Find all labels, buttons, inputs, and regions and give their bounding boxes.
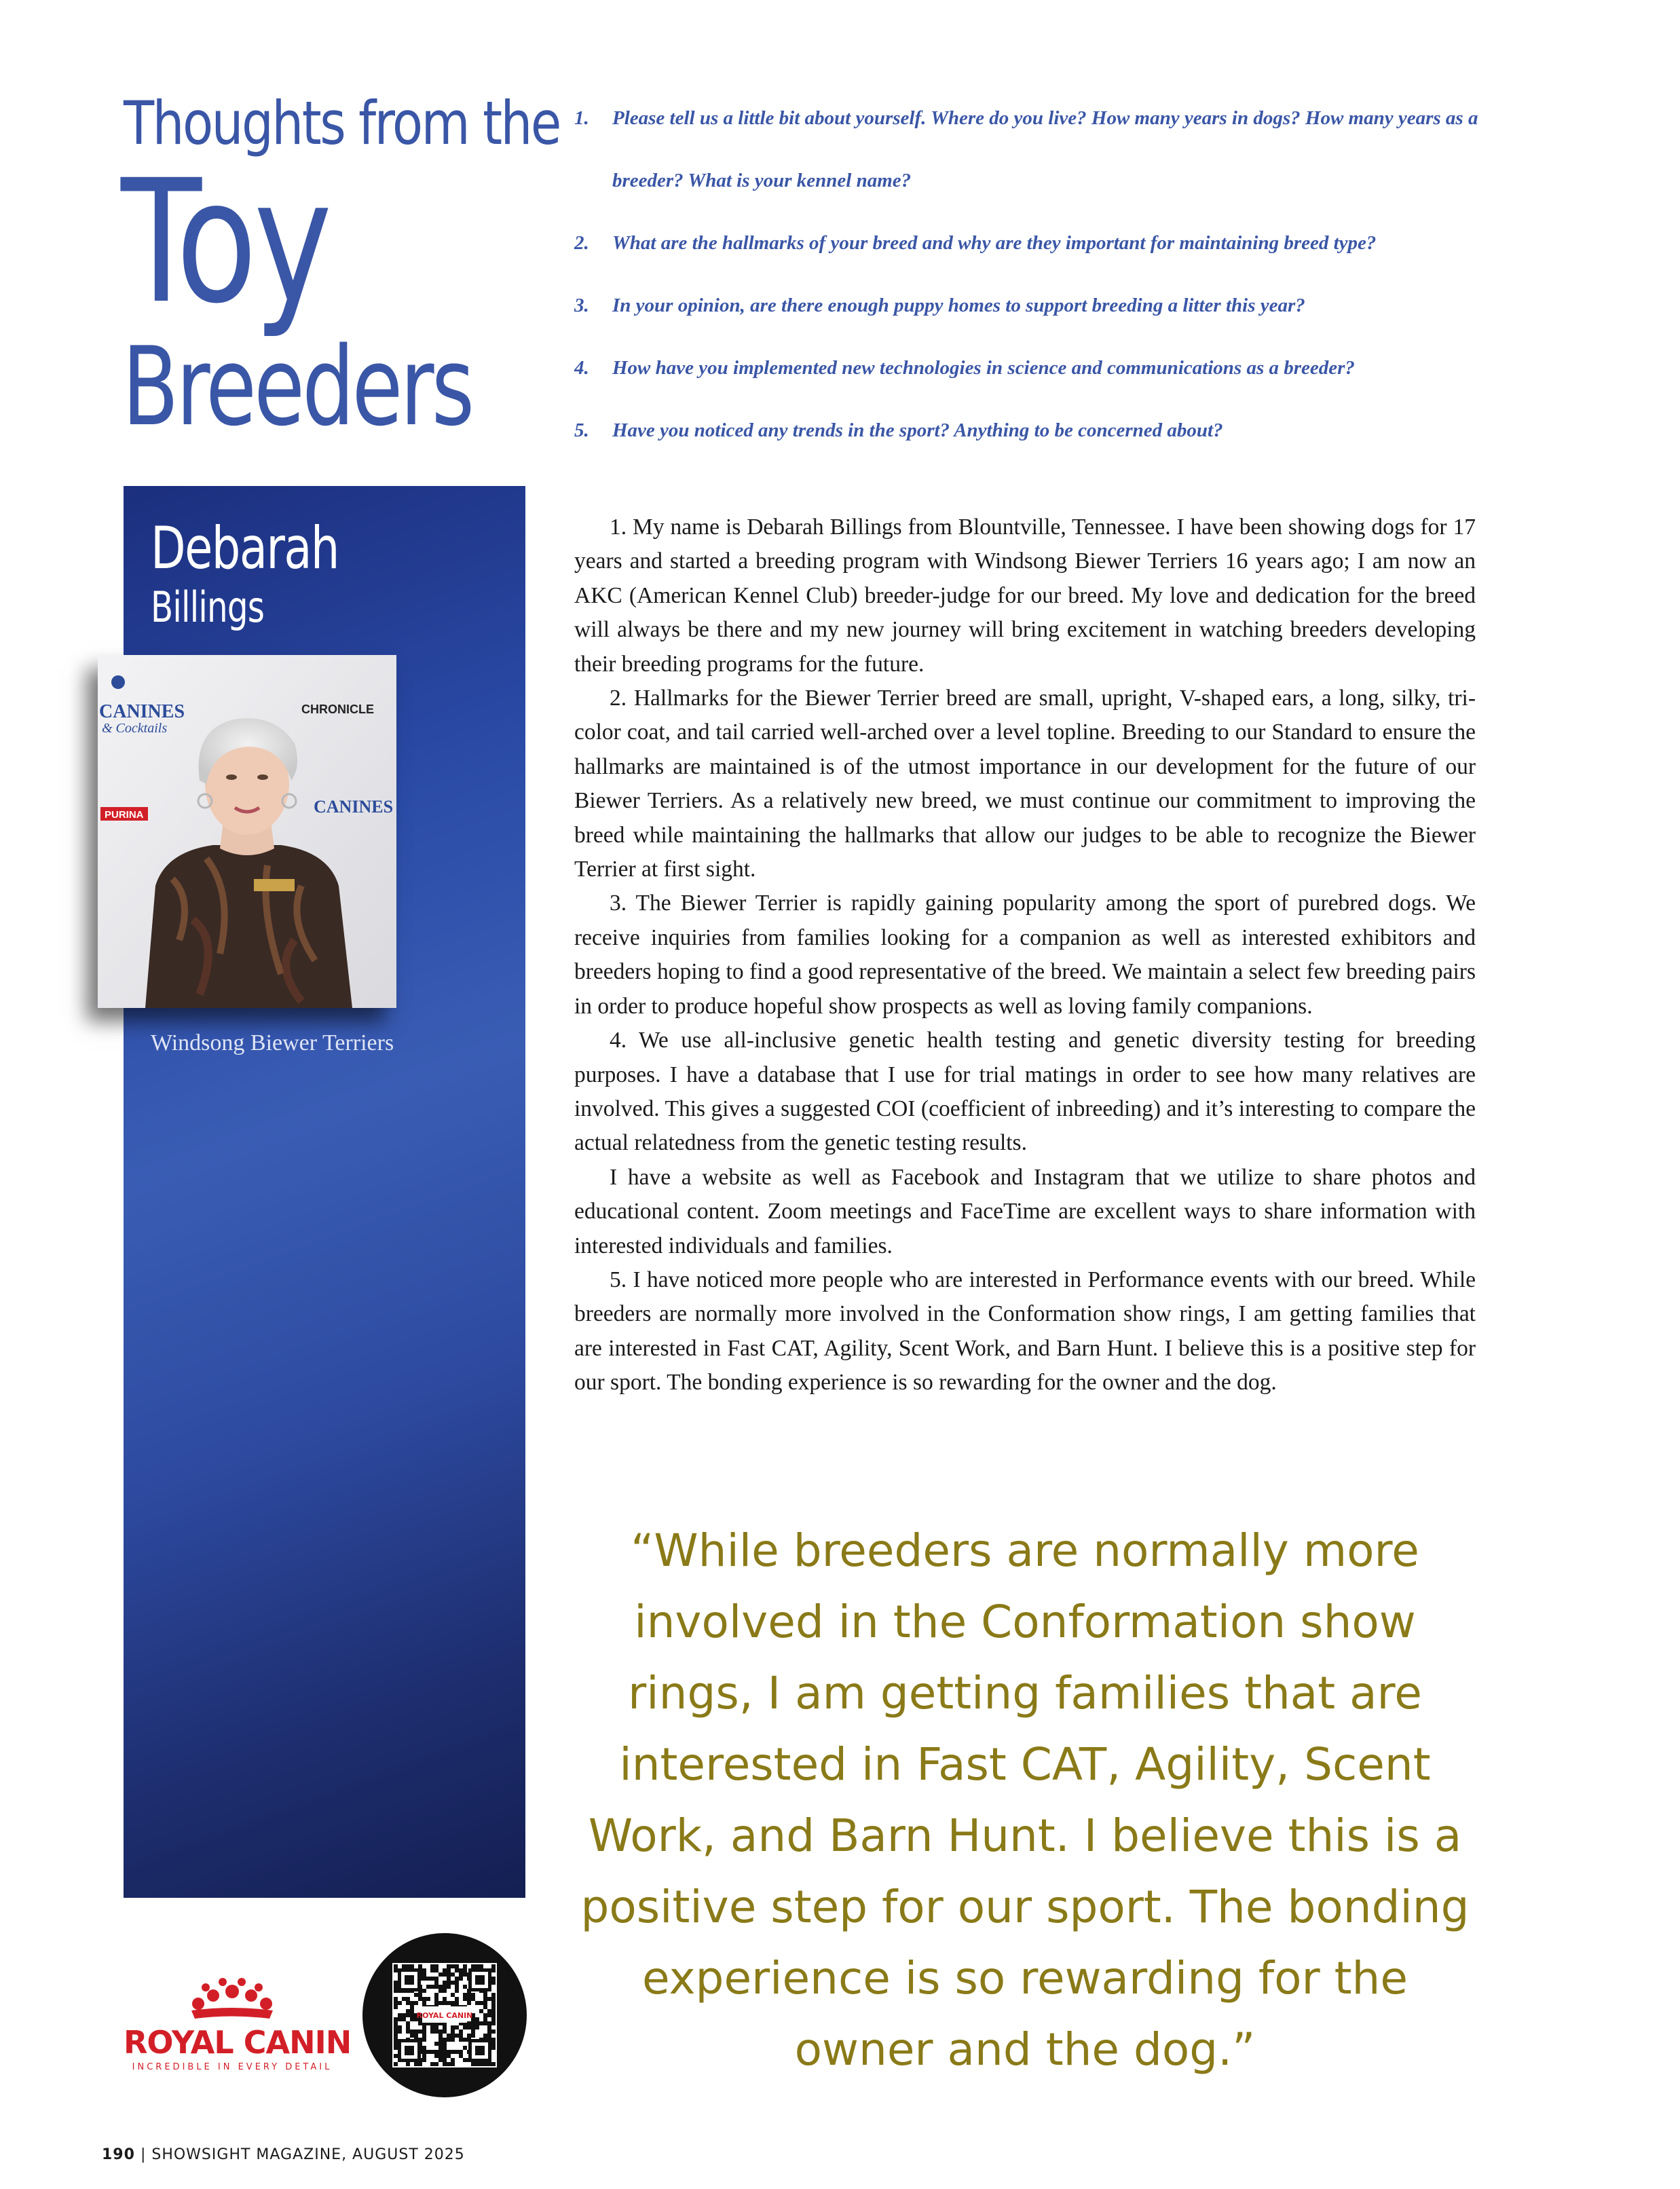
qr-module xyxy=(394,2001,398,2005)
qr-module xyxy=(410,2009,414,2013)
qr-module xyxy=(475,2025,479,2029)
qr-module xyxy=(418,2062,422,2066)
publication-name: SHOWSIGHT MAGAZINE, AUGUST 2025 xyxy=(151,2146,465,2163)
qr-module xyxy=(406,2062,410,2066)
qr-module xyxy=(434,2042,438,2046)
qr-module xyxy=(447,2050,451,2054)
qr-module xyxy=(491,2001,496,2005)
qr-module xyxy=(438,2046,443,2050)
qr-module xyxy=(426,1997,430,2001)
qr-module xyxy=(479,1964,483,1968)
answers-body xyxy=(574,510,1476,1400)
qr-module xyxy=(467,2034,471,2038)
qr-module xyxy=(398,2025,402,2029)
qr-module xyxy=(394,1981,398,1985)
answer-paragraph: 3. The Biewer Terrier is rapidly gaining popularity among the sport of purebred dogs. We receive inquiries from families looking for a companion as well as interested exhibitors and breeders hoping to find a good representative of the breed. We maintain a select few breeding pairs in order to produce hopeful show prospects as well as loving family companions. xyxy=(574,891,1476,1019)
qr-module xyxy=(455,1985,459,1989)
qr-module xyxy=(438,2034,443,2038)
qr-module xyxy=(430,2050,434,2054)
qr-module xyxy=(422,2029,426,2034)
qr-module xyxy=(398,2029,402,2034)
answer-paragraph: 4. We use all-inclusive genetic health testing and genetic diversity testing for breeding purposes. I have a database that I use for trial matings in order to see how many relatives are involved. This gives a suggested COI (coefficient of inbreeding) and it’s interesting to compare the actual relatedness from the genetic testing results. xyxy=(574,1028,1476,1156)
qr-module xyxy=(459,2038,463,2042)
qr-module xyxy=(434,2001,438,2005)
qr-module xyxy=(471,2029,475,2034)
qr-module xyxy=(394,2062,398,2066)
qr-module xyxy=(434,2029,438,2034)
pull-quote: “While breeders are normally more involved in the Conformation show rings, I am getting families that are interested in Fast CAT, Agility, Scent Work, and Barn Hunt. I believe this is a positive step for our sport. The bonding experience is so rewarding for the owner and the dog.” xyxy=(580,1524,1470,2076)
qr-module xyxy=(430,1968,434,1972)
brand-name: ROYAL CANIN xyxy=(124,2024,352,2061)
qr-module xyxy=(402,1964,406,1968)
qr-module xyxy=(447,2062,451,2066)
title-line-3: Breeders xyxy=(122,323,472,450)
qr-module xyxy=(463,1985,467,1989)
question-item xyxy=(574,337,1484,399)
qr-module xyxy=(422,1972,426,1977)
qr-module xyxy=(414,1993,418,1997)
qr-module xyxy=(451,2034,455,2038)
qr-module xyxy=(491,2038,496,2042)
qr-module xyxy=(483,2013,487,2017)
qr-module xyxy=(447,1981,451,1985)
qr-module xyxy=(447,1977,451,1981)
qr-module xyxy=(422,2058,426,2062)
qr-module xyxy=(451,2029,455,2034)
qr-module xyxy=(394,2005,398,2009)
qr-module xyxy=(438,2001,443,2005)
qr-module xyxy=(463,1972,467,1977)
qr-module xyxy=(455,1989,459,1993)
qr-module xyxy=(422,1989,426,1993)
qr-module xyxy=(422,2050,426,2054)
qr-module xyxy=(422,1968,426,1972)
qr-module xyxy=(410,2017,414,2021)
qr-module xyxy=(414,2034,418,2038)
page-number: 190 xyxy=(102,2146,135,2163)
qr-module xyxy=(422,1977,426,1981)
qr-module xyxy=(430,1985,434,1989)
qr-module xyxy=(491,2013,496,2017)
qr-module xyxy=(443,2058,447,2062)
qr-module xyxy=(406,2013,410,2017)
qr-module xyxy=(418,1964,422,1968)
qr-module xyxy=(491,2046,496,2050)
qr-module xyxy=(394,2017,398,2021)
qr-module xyxy=(467,2025,471,2029)
kennel-caption: Windsong Biewer Terriers xyxy=(151,1030,394,1055)
qr-module xyxy=(487,2029,491,2034)
qr-module xyxy=(447,2034,451,2038)
qr-module xyxy=(394,2029,398,2034)
qr-module xyxy=(443,2001,447,2005)
qr-module xyxy=(487,2013,491,2017)
qr-module xyxy=(443,2025,447,2029)
qr-module xyxy=(430,1964,434,1968)
qr-module xyxy=(463,2038,467,2042)
qr-module xyxy=(418,1997,422,2001)
qr-module xyxy=(406,1997,410,2001)
qr-module xyxy=(479,2009,483,2013)
qr-module xyxy=(455,1968,459,1972)
qr-module xyxy=(491,1993,496,1997)
qr-module xyxy=(434,2050,438,2054)
qr-module xyxy=(447,1968,451,1972)
qr-module xyxy=(455,2050,459,2054)
question-text: What are the hallmarks of your breed and why are they important for maintaining breed type? xyxy=(612,232,1377,254)
qr-module xyxy=(475,2021,479,2025)
qr-module xyxy=(430,2025,434,2029)
qr-module xyxy=(398,2013,402,2017)
qr-module xyxy=(438,2029,443,2034)
qr-module xyxy=(406,2009,410,2013)
qr-module xyxy=(487,1997,491,2001)
qr-module xyxy=(459,1972,463,1977)
qr-module xyxy=(491,2029,496,2034)
qr-module xyxy=(491,1977,496,1981)
qr-module xyxy=(483,2005,487,2009)
qr-module xyxy=(491,2021,496,2025)
qr-module xyxy=(426,2050,430,2054)
qr-module xyxy=(467,1997,471,2001)
qr-module xyxy=(451,1981,455,1985)
qr-module xyxy=(471,1993,475,1997)
breeder-portrait-image xyxy=(98,655,396,1008)
qr-module xyxy=(471,2025,475,2029)
qr-module xyxy=(398,2001,402,2005)
qr-module xyxy=(414,2029,418,2034)
qr-module xyxy=(422,2025,426,2029)
qr-module xyxy=(487,2009,491,2013)
question-item xyxy=(574,274,1484,337)
qr-module xyxy=(394,1985,398,1989)
brand-tagline: INCREDIBLE IN EVERY DETAIL xyxy=(132,2062,333,2072)
question-number: 3. xyxy=(574,295,589,316)
qr-module xyxy=(410,1964,414,1968)
qr-module xyxy=(455,1964,459,1968)
question-text: Have you noticed any trends in the sport? Anything to be concerned about? xyxy=(612,419,1223,441)
qr-module xyxy=(459,2034,463,2038)
qr-module xyxy=(459,1968,463,1972)
qr-module xyxy=(451,1964,455,1968)
qr-module xyxy=(443,1968,447,1972)
qr-module xyxy=(418,2029,422,2034)
question-number: 4. xyxy=(574,357,589,379)
qr-module xyxy=(430,1977,434,1981)
qr-module xyxy=(394,2054,398,2058)
qr-module xyxy=(479,2021,483,2025)
qr-module xyxy=(451,1993,455,1997)
qr-module xyxy=(491,2042,496,2046)
backdrop-logo-text: CHRONICLE xyxy=(301,703,374,716)
qr-module xyxy=(434,1993,438,1997)
qr-module xyxy=(459,2050,463,2054)
qr-label: ROYAL CANIN xyxy=(416,2011,473,2020)
answer-paragraph: 5. I have noticed more people who are interested in Performance events with our breed. While breeders are normally more involved in the Conformation show rings, I am getting families that are interested in Fast CAT, Agility, Scent Work, and Barn Hunt. I believe this is a positive step for our sport. The bonding experience is so rewarding for the owner and the dog. xyxy=(574,1267,1476,1396)
qr-module xyxy=(426,1985,430,1989)
qr-module xyxy=(434,2054,438,2058)
qr-module xyxy=(410,2034,414,2038)
qr-module xyxy=(475,2062,479,2066)
qr-module xyxy=(443,2050,447,2054)
title-line-2: Toy xyxy=(121,143,329,341)
qr-module xyxy=(434,1977,438,1981)
qr-module xyxy=(483,1993,487,1997)
qr-module xyxy=(394,1997,398,2001)
qr-module xyxy=(438,2042,443,2046)
page-footer xyxy=(102,2146,465,2163)
qr-module xyxy=(443,2062,447,2066)
qr-module xyxy=(479,2062,483,2066)
qr-module xyxy=(438,1985,443,1989)
qr-module xyxy=(451,1972,455,1977)
qr-module xyxy=(418,1993,422,1997)
qr-module xyxy=(491,1968,496,1972)
qr-module xyxy=(438,1989,443,1993)
qr-module xyxy=(487,2062,491,2066)
qr-module xyxy=(406,2021,410,2025)
qr-module xyxy=(443,2054,447,2058)
qr-module xyxy=(455,2025,459,2029)
qr-module xyxy=(487,2025,491,2029)
qr-module xyxy=(467,2001,471,2005)
qr-module xyxy=(451,2062,455,2066)
qr-module xyxy=(451,2038,455,2042)
qr-module xyxy=(463,2046,467,2050)
qr-module xyxy=(422,2034,426,2038)
breeder-last-name: Billings xyxy=(151,582,265,632)
qr-module xyxy=(491,2009,496,2013)
backdrop-logo-text: CANINES xyxy=(99,701,185,722)
qr-module xyxy=(447,1964,451,1968)
qr-module xyxy=(479,2001,483,2005)
qr-module xyxy=(438,1972,443,1977)
qr-module xyxy=(491,1997,496,2001)
answer-paragraph: 1. My name is Debarah Billings from Blountville, Tennessee. I have been showing dogs for 17 years and started a breeding program with Windsong Biewer Terriers 16 years ago; I am now an AKC (American Kennel Club) breeder-judge for our breed. My love and dedication for the breed will always be there and my new journey will bring excitement in watching breeders developing their breeding programs for the future. xyxy=(574,514,1476,677)
qr-module xyxy=(394,1989,398,1993)
qr-module xyxy=(434,1985,438,1989)
qr-module xyxy=(491,2062,496,2066)
qr-module xyxy=(459,2029,463,2034)
qr-module xyxy=(459,1977,463,1981)
question-item xyxy=(574,399,1484,462)
qr-module xyxy=(394,2034,398,2038)
qr-module xyxy=(483,1997,487,2001)
qr-module xyxy=(463,1968,467,1972)
qr-module xyxy=(471,1997,475,2001)
qr-module xyxy=(410,2001,414,2005)
qr-module xyxy=(422,1997,426,2001)
question-text: Please tell us a little bit about yourself. Where do you live? How many years in dogs? How many years as a breeder? What is your kennel name? xyxy=(612,107,1478,191)
qr-module xyxy=(459,2054,463,2058)
qr-module xyxy=(422,2046,426,2050)
qr-module xyxy=(455,1981,459,1985)
qr-module xyxy=(410,2013,414,2017)
qr-module xyxy=(406,2001,410,2005)
question-number: 5. xyxy=(574,419,589,441)
qr-module xyxy=(447,1972,451,1977)
answer-paragraph: I have a website as well as Facebook and Instagram that we utilize to share photos and educational content. Zoom meetings and FaceTime are excellent ways to share information with interested individuals and families. xyxy=(574,1164,1476,1258)
qr-module xyxy=(467,1993,471,1997)
qr-module xyxy=(434,1968,438,1972)
answer-paragraph: 2. Hallmarks for the Biewer Terrier breed are small, upright, V-shaped ears, a long, silky, tri-color coat, and tail carried well-arched over a level topline. Breeding to our Standard to ensure the hallmarks are maintained is of the utmost importance in our development for the future of our Biewer Terriers. As a relatively new breed, we must continue our commitment to improving the breed while maintaining the hallmarks that allow our judges to be able to recognize the Biewer Terrier at first sight. xyxy=(574,686,1476,882)
royal-canin-logo xyxy=(124,1968,352,2072)
qr-module xyxy=(455,2034,459,2038)
breeder-photo xyxy=(98,655,396,1008)
qr-module xyxy=(394,2025,398,2029)
qr-module xyxy=(443,1997,447,2001)
qr-module xyxy=(487,2021,491,2025)
qr-module xyxy=(398,2017,402,2021)
question-number: 2. xyxy=(574,232,589,254)
qr-module xyxy=(422,2001,426,2005)
qr-module xyxy=(430,2062,434,2066)
qr-module xyxy=(422,2038,426,2042)
qr-module xyxy=(483,2021,487,2025)
qr-module xyxy=(394,2038,398,2042)
qr-module xyxy=(443,1985,447,1989)
qr-module xyxy=(406,1964,410,1968)
qr-module xyxy=(447,1985,451,1989)
qr-module xyxy=(475,2017,479,2021)
qr-module xyxy=(443,2042,447,2046)
qr-module xyxy=(402,2013,406,2017)
qr-module xyxy=(463,1997,467,2001)
question-item xyxy=(574,87,1484,212)
qr-module xyxy=(443,1981,447,1985)
qr-module xyxy=(463,2058,467,2062)
footer-separator: | xyxy=(140,2146,147,2163)
qr-module xyxy=(402,2017,406,2021)
qr-module xyxy=(434,1964,438,1968)
crown-icon xyxy=(124,1968,341,2023)
qr-module xyxy=(438,2050,443,2054)
qr-module xyxy=(455,2001,459,2005)
question-text: In your opinion, are there enough puppy homes to support breeding a litter this year? xyxy=(612,295,1305,316)
qr-module xyxy=(418,2021,422,2025)
qr-module xyxy=(487,2034,491,2038)
qr-module xyxy=(443,2038,447,2042)
qr-module xyxy=(406,2029,410,2034)
qr-module xyxy=(414,2001,418,2005)
qr-module xyxy=(491,2017,496,2021)
qr-module xyxy=(483,2001,487,2005)
qr-module xyxy=(394,2021,398,2025)
qr-module xyxy=(471,2034,475,2038)
qr-module xyxy=(483,2017,487,2021)
qr-code[interactable] xyxy=(362,1933,527,2097)
title-line-1: Thoughts from the xyxy=(124,88,560,158)
qr-module xyxy=(443,2046,447,2050)
qr-module xyxy=(434,2062,438,2066)
qr-module xyxy=(422,2054,426,2058)
backdrop-logo-text: CANINES xyxy=(314,797,394,817)
qr-module xyxy=(463,1964,467,1968)
qr-module xyxy=(491,2005,496,2009)
qr-module xyxy=(410,2005,414,2009)
qr-module xyxy=(443,1972,447,1977)
qr-module xyxy=(475,1964,479,1968)
qr-module xyxy=(455,1997,459,2001)
qr-module xyxy=(451,2050,455,2054)
qr-module xyxy=(394,1964,398,1968)
qr-code-image xyxy=(362,1933,527,2097)
qr-module xyxy=(471,2062,475,2066)
qr-module xyxy=(394,1968,398,1972)
qr-module xyxy=(463,2025,467,2029)
backdrop-logo-text: PURINA xyxy=(105,809,144,821)
qr-module xyxy=(447,2001,451,2005)
qr-module xyxy=(483,2034,487,2038)
qr-module xyxy=(475,2001,479,2005)
qr-module xyxy=(430,2029,434,2034)
backdrop-logo-text: & Cocktails xyxy=(102,721,168,736)
qr-module xyxy=(414,2062,418,2066)
qr-module xyxy=(491,1981,496,1985)
qr-module xyxy=(434,2025,438,2029)
qr-module xyxy=(410,2029,414,2034)
qr-module xyxy=(434,1981,438,1985)
qr-module xyxy=(438,2058,443,2062)
qr-module xyxy=(438,2054,443,2058)
qr-module xyxy=(434,1997,438,2001)
qr-module xyxy=(471,1964,475,1968)
qr-module xyxy=(451,2025,455,2029)
qr-module xyxy=(406,2025,410,2029)
questions-list xyxy=(574,87,1484,462)
qr-module xyxy=(443,1989,447,1993)
question-number: 1. xyxy=(574,107,589,129)
qr-module xyxy=(491,1964,496,1968)
qr-module xyxy=(483,2062,487,2066)
qr-module xyxy=(447,2054,451,2058)
qr-module xyxy=(443,2029,447,2034)
qr-module xyxy=(451,2058,455,2062)
qr-module xyxy=(438,2038,443,2042)
breeder-first-name: Debarah xyxy=(151,514,339,582)
qr-module xyxy=(426,1977,430,1981)
question-text: How have you implemented new technologies in science and communications as a breeder? xyxy=(612,357,1355,379)
qr-module xyxy=(467,2021,471,2025)
qr-module xyxy=(402,1997,406,2001)
qr-module xyxy=(394,2046,398,2050)
qr-module xyxy=(471,2021,475,2025)
qr-module xyxy=(455,1977,459,1981)
qr-module xyxy=(463,1993,467,1997)
qr-module xyxy=(394,2042,398,2046)
qr-module xyxy=(447,2038,451,2042)
qr-module xyxy=(451,2001,455,2005)
question-item xyxy=(574,212,1484,274)
